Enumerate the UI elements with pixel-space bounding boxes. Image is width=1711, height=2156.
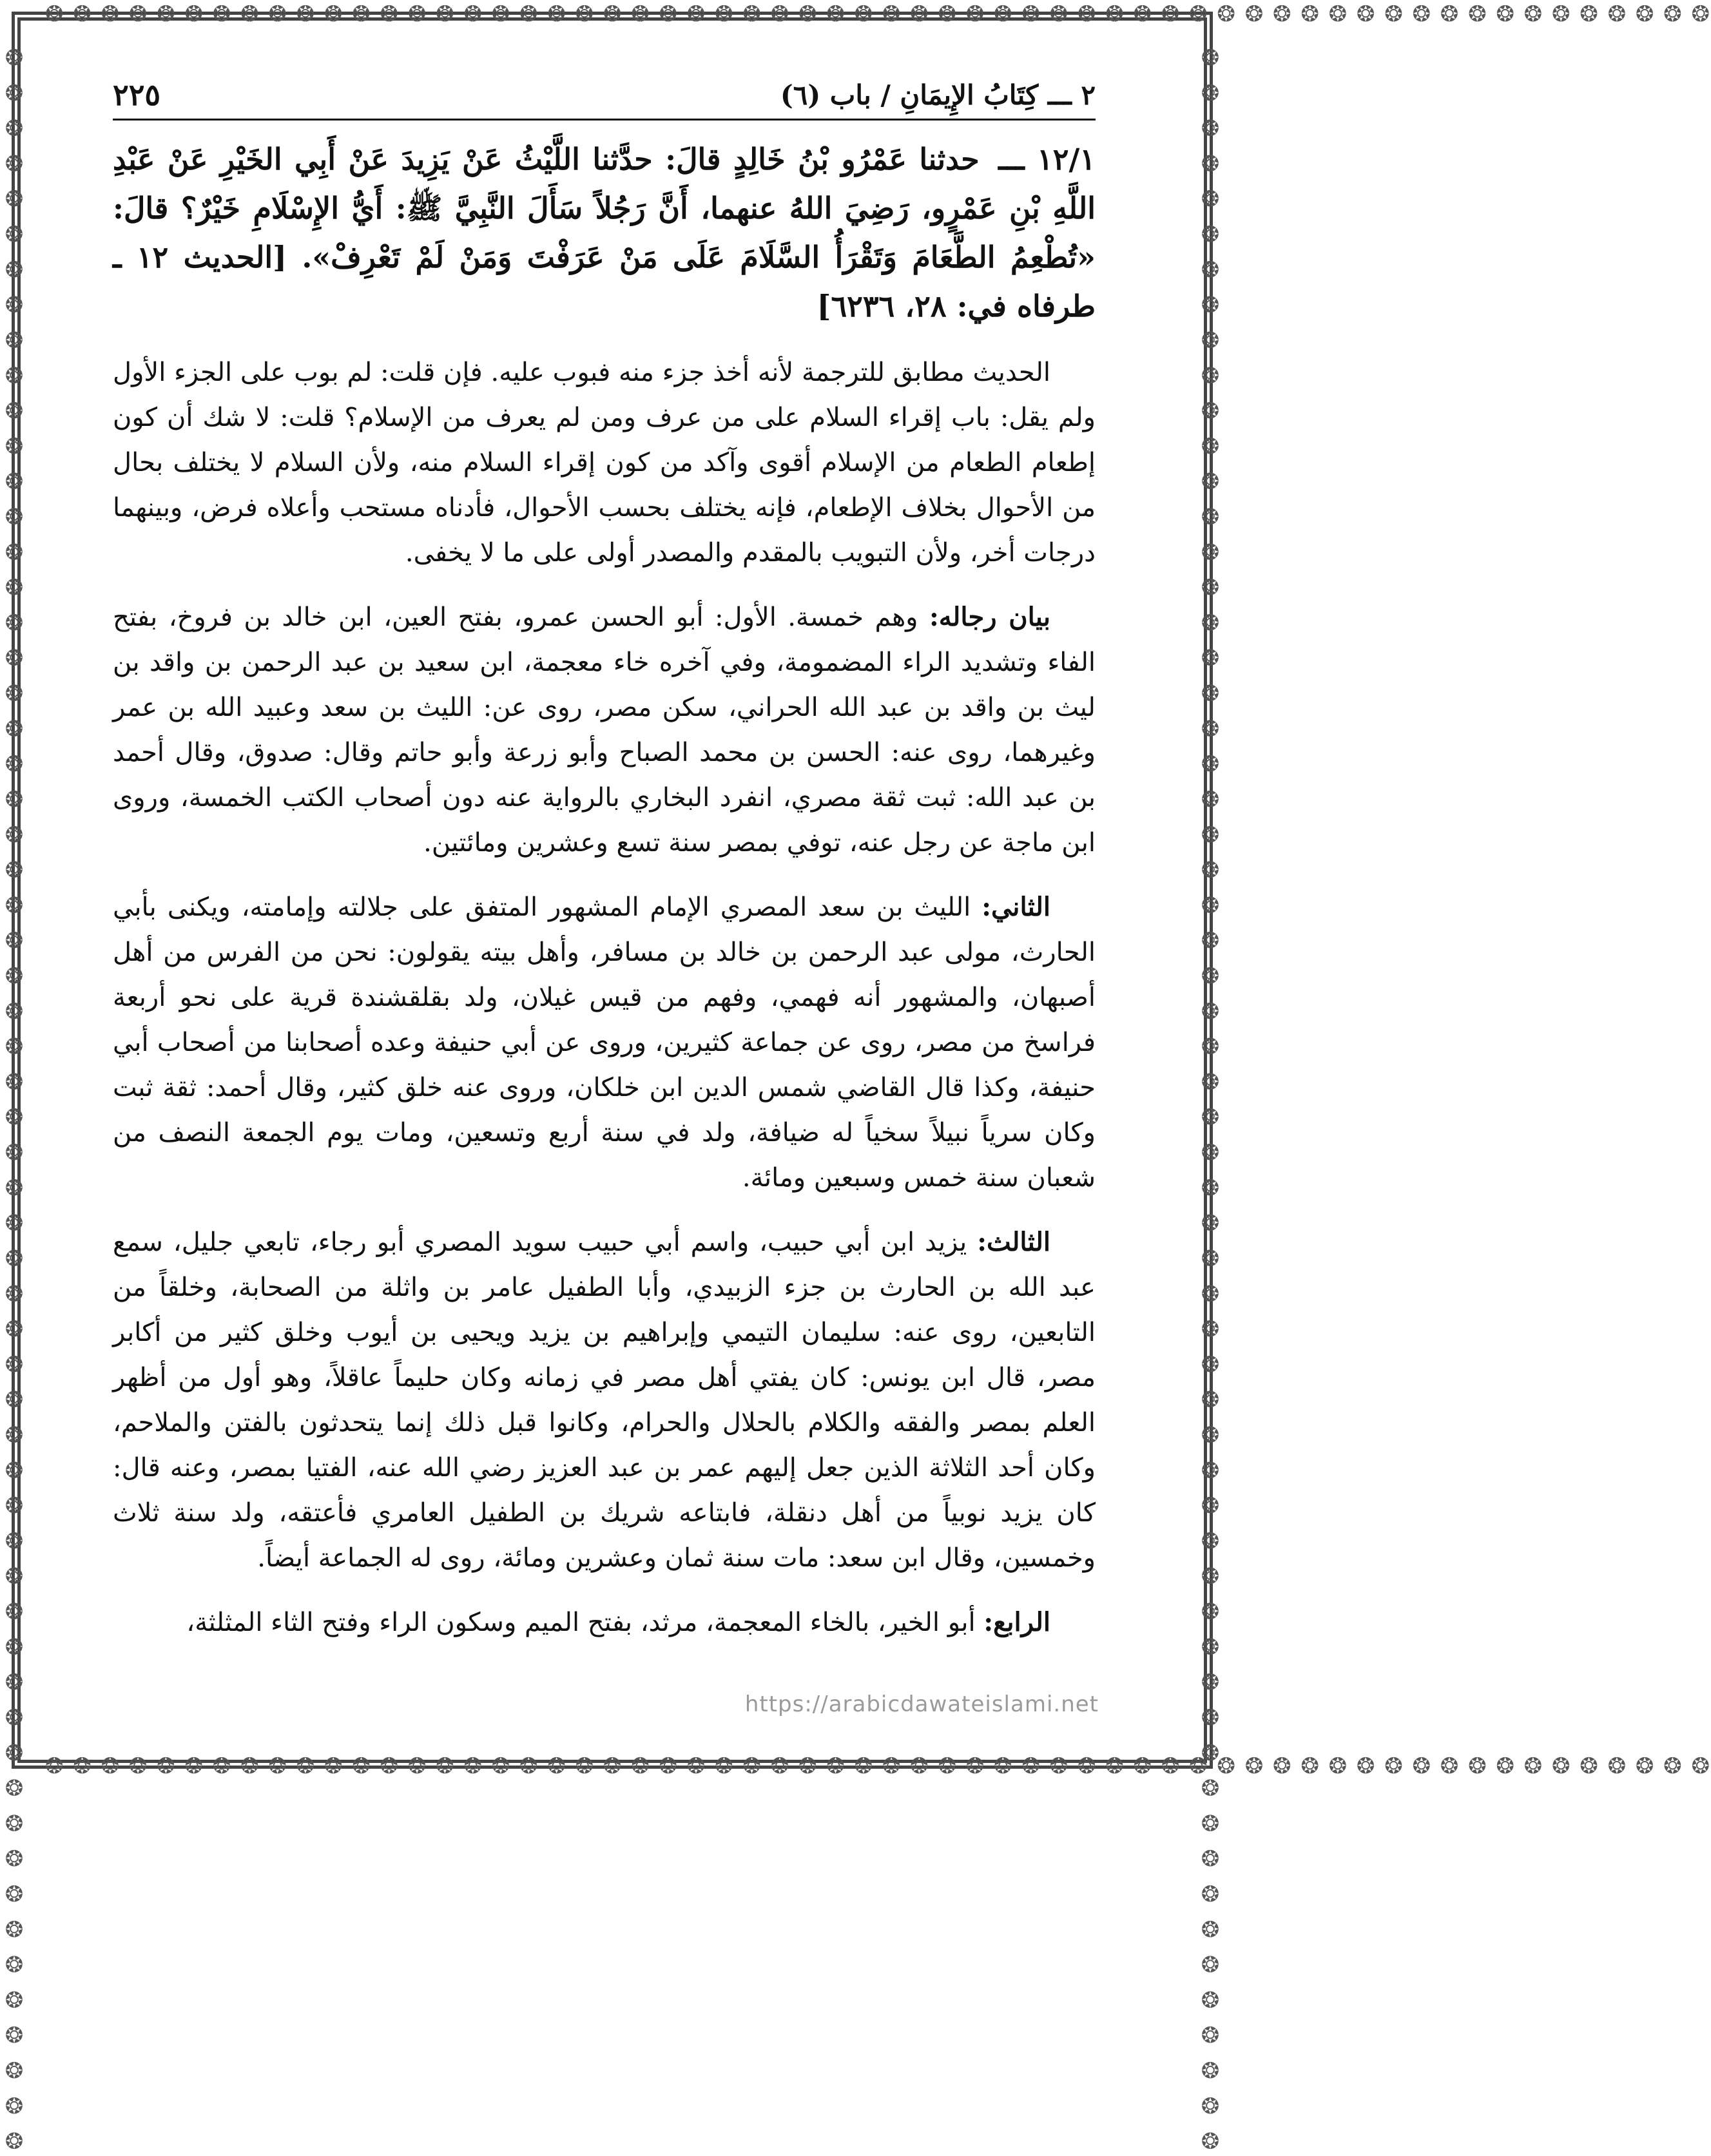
hadith-body: حدثنا عَمْرُو بْنُ خَالِدٍ قالَ: حدَّثنا اللَّيْثُ عَنْ يَزِيدَ عَنْ أَبِي الخَيْرِ عَنْ عَبْدِ اللَّهِ بْنِ عَمْرٍو، رَضِيَ اللهُ عنهما، أَنَّ رَجُلاً سَأَلَ النَّبِيَّ ﷺ: أَيُّ الإِسْلَامِ خَيْرٌ؟ قالَ: «تُطْعِمُ الطَّعَامَ وَتَقْرَأُ السَّلَامَ عَلَى مَنْ عَرَفْتَ وَمَنْ لَمْ تَعْرِفْ». [الحديث ١٢ ـ طرفاه في: ٢٨، ٦٢٣٦] <box>113 142 1096 323</box>
page-number: ٢٢٥ <box>113 77 161 112</box>
top-ornament-border: ❂ ❂ ❂ ❂ ❂ ❂ ❂ ❂ ❂ ❂ ❂ ❂ ❂ ❂ ❂ ❂ ❂ ❂ ❂ ❂ ❂ ❂ ❂ ❂ ❂ ❂ ❂ ❂ ❂ ❂ ❂ ❂ ❂ ❂ ❂ ❂ ❂ ❂ ❂ ❂ ❂ ❂ ❂ ❂ ❂ ❂ ❂ ❂ ❂ ❂ ❂ ❂ ❂ ❂ ❂ ❂ ❂ ❂ ❂ ❂ <box>45 1 1711 27</box>
section-label: الثاني: <box>981 892 1050 922</box>
running-header <box>113 77 1096 120</box>
commentary-paragraph <box>113 350 1096 575</box>
chapter-title: ٢ ـــ كِتَابُ الإِيمَانِ / باب (٦) <box>780 79 1096 111</box>
paragraph-text: أبو الخير، بالخاء المعجمة، مرثد، بفتح الميم وسكون الراء وفتح الثاء المثلثة، <box>186 1608 976 1637</box>
watermark-url: https://arabicdawateislami.net <box>744 1691 1099 1717</box>
right-ornament-border: ❂ ❂ ❂ ❂ ❂ ❂ ❂ ❂ ❂ ❂ ❂ ❂ ❂ ❂ ❂ ❂ ❂ ❂ ❂ ❂ ❂ ❂ ❂ ❂ ❂ ❂ ❂ ❂ ❂ ❂ ❂ ❂ ❂ ❂ ❂ ❂ ❂ ❂ ❂ ❂ ❂ ❂ ❂ ❂ ❂ ❂ ❂ ❂ ❂ ❂ ❂ ❂ ❂ ❂ ❂ ❂ ❂ ❂ ❂ ❂ <box>1197 45 1223 2156</box>
second-narrator-paragraph <box>113 885 1096 1200</box>
section-label: الرابع: <box>983 1607 1050 1637</box>
section-label: الثالث: <box>977 1227 1050 1257</box>
left-ornament-border: ❂ ❂ ❂ ❂ ❂ ❂ ❂ ❂ ❂ ❂ ❂ ❂ ❂ ❂ ❂ ❂ ❂ ❂ ❂ ❂ ❂ ❂ ❂ ❂ ❂ ❂ ❂ ❂ ❂ ❂ ❂ ❂ ❂ ❂ ❂ ❂ ❂ ❂ ❂ ❂ ❂ ❂ ❂ ❂ ❂ ❂ ❂ ❂ ❂ ❂ ❂ ❂ ❂ ❂ ❂ ❂ ❂ ❂ ❂ ❂ <box>1 45 27 2156</box>
section-label: بيان رجاله: <box>929 602 1050 632</box>
paragraph-text: الليث بن سعد المصري الإمام المشهور المتفق على جلالته وإمامته، ويكنى بأبي الحارث، مولى عبد الرحمن بن خالد بن مسافر، وأهل بيته يقولون: نحن من الفرس من أهل أصبهان، والمشهور أنه فهمي، وفهم من قيس غيلان، ولد بقلقشندة قرية على نحو أربعة فراسخ من مصر، روى عن جماعة كثيرين، وروى عن أبي حنيفة وعده أصحابنا من أصحاب أبي حنيفة، وكذا قال القاضي شمس الدين ابن خلكان، وروى عنه خلق كثير، وقال أحمد: ثقة ثبت وكان سرياً نبيلاً سخياً له ضيافة، ولد في سنة أربع وتسعين، ومات يوم الجمعة النصف من شعبان سنة خمس وسبعين ومائة. <box>113 892 1096 1193</box>
hadith-text <box>113 135 1096 331</box>
hadith-number: ١٢/١ ـــ <box>998 142 1096 177</box>
bottom-ornament-border: ❂ ❂ ❂ ❂ ❂ ❂ ❂ ❂ ❂ ❂ ❂ ❂ ❂ ❂ ❂ ❂ ❂ ❂ ❂ ❂ ❂ ❂ ❂ ❂ ❂ ❂ ❂ ❂ ❂ ❂ ❂ ❂ ❂ ❂ ❂ ❂ ❂ ❂ ❂ ❂ ❂ ❂ ❂ ❂ ❂ ❂ ❂ ❂ ❂ ❂ ❂ ❂ ❂ ❂ ❂ ❂ ❂ ❂ ❂ ❂ <box>45 1753 1711 1779</box>
paragraph-text: الحديث مطابق للترجمة لأنه أخذ جزء منه فبوب عليه. فإن قلت: لم بوب على الجزء الأول ولم يقل: باب إقراء السلام على من عرف ومن لم يعرف من الإسلام؟ قلت: لا شك أن كون إطعام الطعام من الإسلام أقوى وآكد من كون إقراء السلام منه، ولأن السلام لا يختلف بحال من الأحوال بخلاف الإطعام، فإنه يختلف بحسب الأحوال، فأدناه مستحب وأعلاه فرض، وبينهما درجات أخر، ولأن التبويب بالمقدم والمصدر أولى على ما لا يخفى. <box>113 358 1096 568</box>
paragraph-text: يزيد ابن أبي حبيب، واسم أبي حبيب سويد المصري أبو رجاء، تابعي جليل، سمع عبد الله بن الحارث بن جزء الزبيدي، وأبا الطفيل عامر بن واثلة من الصحابة، وخلقاً من التابعين، روى عنه: سليمان التيمي وإبراهيم بن يزيد ويحيى بن أيوب وخلق كثير من أكابر مصر، قال ابن يونس: كان يفتي أهل مصر في زمانه وكان حليماً عاقلاً، وهو أول من أظهر العلم بمصر والفقه والكلام بالحلال والحرام، وكانوا قبل ذلك إنما يتحدثون بالفتن والملاحم، وكان أحد الثلاثة الذين جعل إليهم عمر بن عبد العزيز رضي الله عنه، الفتيا بمصر، وعنه قال: كان يزيد نوبياً من أهل دنقلة، فابتاعه شريك بن الطفيل العامري فأعتقه، ولد سنة ثلاث وخمسين، وقال ابن سعد: مات سنة ثمان وعشرين ومائة، روى له الجماعة أيضاً. <box>113 1227 1096 1573</box>
page-content <box>113 77 1096 1690</box>
paragraph-text: وهم خمسة. الأول: أبو الحسن عمرو، بفتح العين، ابن خالد بن فروخ، بفتح الفاء وتشديد الراء المضمومة، وفي آخره خاء معجمة، ابن سعيد بن عبد الرحمن بن واقد بن ليث بن واقد بن عبد الله الحراني، سكن مصر، روى عن: الليث بن سعد وعبيد الله بن عمر وغيرهما، روى عنه: الحسن بن محمد الصباح وأبو زرعة وأبو حاتم وقال: صدوق، وقال أحمد بن عبد الله: ثبت ثقة مصري، انفرد البخاري بالرواية عنه دون أصحاب الكتب الخمسة، وروى ابن ماجة عن رجل عنه، توفي بمصر سنة تسع وعشرين ومائتين. <box>113 602 1096 858</box>
fourth-narrator-paragraph <box>113 1600 1096 1645</box>
third-narrator-paragraph <box>113 1220 1096 1581</box>
narrators-paragraph <box>113 595 1096 865</box>
